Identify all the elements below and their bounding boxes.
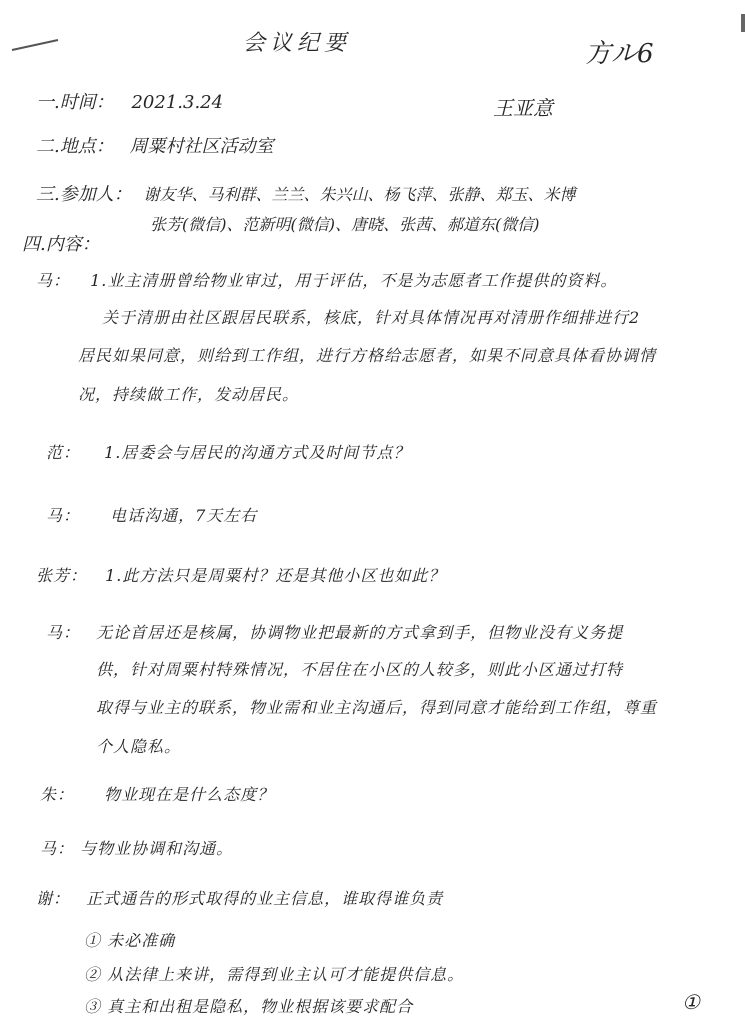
participants-label: 三.参加人： [36, 184, 132, 205]
body-line [40, 782, 274, 805]
place-row [36, 132, 273, 158]
body-line: 关于清册由社区跟居民联系，核底，针对具体情况再对清册作细排进行2 [102, 308, 641, 327]
body-line: 供，针对周粟村特殊情况，不居住在小区的人较多，则此小区通过打特 [96, 660, 624, 679]
page-title: 会议纪要 [243, 31, 352, 56]
body-line [36, 563, 445, 586]
time-value: 2021.3.24 [131, 92, 224, 113]
list-item: ③ 真主和出租是隐私，物业根据该要求配合 [84, 997, 414, 1016]
content-label: 四.内容： [22, 234, 100, 255]
body-text: 1.此方法只是周粟村？还是其他小区也如此？ [105, 566, 446, 585]
body-line: 居民如果同意，则给到工作组，进行方格给志愿者，如果不同意具体看协调情 [78, 346, 657, 365]
body-line: 况，持续做工作，发动居民。 [78, 385, 300, 404]
pen-stroke-mark [10, 38, 60, 52]
body-line [46, 440, 410, 463]
participants-line-1: 谢友华、马利群、兰兰、朱兴山、杨飞萍、张静、郑玉、米博 [143, 185, 576, 204]
body-text: 无论首居还是核属，协调物业把最新的方式拿到手，但物业没有义务提 [96, 623, 624, 642]
body-text: 电话沟通，7天左右 [110, 506, 258, 525]
body-line: 取得与业主的联系，物业需和业主沟通后，得到同意才能给到工作组，尊重 [96, 698, 658, 717]
handwritten-signature: 王亚意 [493, 96, 553, 120]
body-line [36, 268, 617, 291]
body-line: 个人隐私。 [96, 737, 182, 756]
body-line [40, 836, 233, 859]
time-label: 一.时间： [36, 92, 114, 113]
corner-handwritten-note: 方ル6 [585, 39, 654, 69]
body-text: 与物业协调和沟通。 [80, 839, 234, 858]
body-text: 1.业主清册曾给物业审过，用于评估，不是为志愿者工作提供的资料。 [90, 271, 618, 290]
body-text: 1.居委会与居民的沟通方式及时间节点？ [104, 443, 411, 462]
body-line [46, 503, 257, 526]
body-speaker: 马： [46, 506, 81, 525]
list-item: ① 未必准确 [84, 931, 176, 950]
body-speaker: 马： [40, 839, 75, 858]
body-speaker: 朱： [40, 785, 75, 804]
place-label: 二.地点： [36, 136, 114, 157]
body-text: 物业现在是什么态度？ [104, 785, 275, 804]
body-speaker: 张芳： [36, 566, 88, 585]
body-speaker: 谢： [36, 889, 71, 908]
place-value: 周粟村社区活动室 [129, 136, 274, 157]
body-line [46, 620, 623, 643]
list-item: ② 从法律上来讲，需得到业主认可才能提供信息。 [84, 965, 465, 984]
body-speaker: 范： [46, 443, 81, 462]
participants-row [36, 180, 575, 206]
body-speaker: 马： [46, 623, 81, 642]
body-speaker: 马： [36, 271, 71, 290]
page-number: ① [682, 990, 700, 1014]
scan-edge-mark [741, 14, 745, 32]
body-text: 正式通告的形式取得的业主信息，谁取得谁负责 [86, 889, 444, 908]
participants-line-2: 张芳(微信)、范新明(微信)、唐晓、张茜、郝道东(微信) [150, 215, 540, 234]
body-line [36, 886, 443, 909]
time-row [36, 88, 223, 114]
